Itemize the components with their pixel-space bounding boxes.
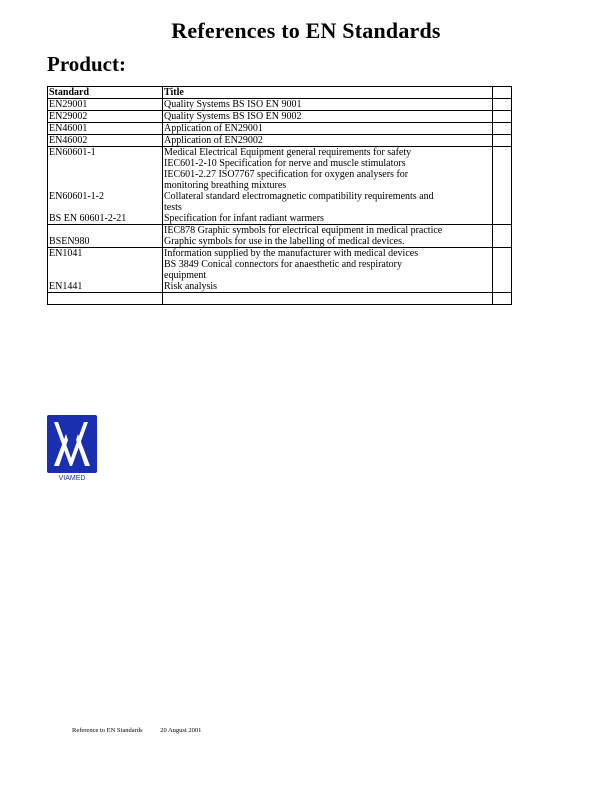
standard-line: [49, 293, 161, 304]
title-line: IEC878 Graphic symbols for electrical equipment in medical practice: [164, 225, 443, 236]
title-cell: [163, 135, 493, 147]
blank-cell: [493, 111, 512, 123]
title-line: Medical Electrical Equipment general requirements for safety: [164, 147, 412, 158]
standard-cell: [48, 147, 163, 225]
title-line: IEC601-2-10 Specification for nerve and muscle stimulators: [164, 158, 406, 169]
table-row: [48, 248, 512, 293]
title-line: BS 3849 Conical connectors for anaesthetic and respiratory: [164, 259, 402, 270]
title-cell: [163, 111, 493, 123]
table-header-row: [48, 87, 512, 99]
page-title: References to EN Standards: [171, 18, 441, 43]
title-line: [164, 293, 491, 304]
title-cell: [163, 225, 493, 248]
title-line: Quality Systems BS ISO EN 9001: [164, 99, 302, 110]
blank-cell: [493, 147, 512, 225]
table-row: [48, 135, 512, 147]
viamed-logo-icon: [46, 414, 98, 474]
footer-doc-name: Reference to EN Standards: [72, 727, 143, 734]
title-line: Specification for infant radiant warmers: [164, 213, 324, 224]
table-row: [48, 123, 512, 135]
standard-line: EN1041: [49, 248, 83, 259]
table-row: [48, 111, 512, 123]
table-row: [48, 99, 512, 111]
title-line: Collateral standard electromagnetic compatibility requirements and: [164, 191, 434, 202]
title-line: Quality Systems BS ISO EN 9002: [164, 111, 302, 122]
title-line: IEC601-2.27 ISO7767 specification for oxygen analysers for: [164, 169, 409, 180]
title-line: equipment: [164, 270, 207, 281]
blank-cell: [493, 293, 512, 305]
table-row: [48, 225, 512, 248]
standard-line: [49, 202, 161, 213]
standard-line: [49, 225, 161, 236]
title-cell: [163, 293, 493, 305]
title-line: Application of EN29002: [164, 135, 263, 146]
column-header-standard: Standard: [48, 87, 163, 99]
title-cell: [163, 248, 493, 293]
title-cell: [163, 147, 493, 225]
table-row: [48, 293, 512, 305]
standard-line: EN60601-1-2: [49, 191, 104, 202]
standard-line: BS EN 60601-2-21: [49, 213, 127, 224]
title-line: tests: [164, 202, 182, 213]
standard-line: EN46002: [49, 135, 88, 146]
standard-line: EN29002: [49, 111, 88, 122]
title-line: Application of EN29001: [164, 123, 263, 134]
page-footer: [72, 727, 217, 734]
standard-line: BSEN980: [49, 236, 90, 247]
standard-cell: [48, 99, 163, 111]
standard-cell: [48, 293, 163, 305]
standard-cell: [48, 111, 163, 123]
standard-line: EN1441: [49, 281, 83, 292]
table-row: [48, 147, 512, 225]
title-cell: [163, 123, 493, 135]
title-line: Information supplied by the manufacturer with medical devices: [164, 248, 419, 259]
blank-cell: [493, 248, 512, 293]
column-header-title: Title: [163, 87, 493, 99]
standard-line: EN29001: [49, 99, 88, 110]
column-header-blank: [493, 87, 512, 99]
title-line: Risk analysis: [164, 281, 218, 292]
footer-date: 20 August 2001: [160, 727, 202, 734]
standard-cell: [48, 225, 163, 248]
title-line: Graphic symbols for use in the labelling of medical devices.: [164, 236, 405, 247]
standard-line: EN46001: [49, 123, 88, 134]
standard-line: [49, 158, 161, 169]
standard-cell: [48, 123, 163, 135]
product-label: Product:: [47, 52, 126, 76]
standard-cell: [48, 248, 163, 293]
title-cell: [163, 99, 493, 111]
standard-line: [49, 270, 161, 281]
blank-cell: [493, 99, 512, 111]
blank-cell: [493, 123, 512, 135]
logo-text: VIAMED: [58, 475, 86, 482]
standard-line: [49, 180, 161, 191]
standard-line: [49, 259, 161, 270]
blank-cell: [493, 225, 512, 248]
standard-line: [49, 169, 161, 180]
blank-cell: [493, 135, 512, 147]
title-line: monitoring breathing mixtures: [164, 180, 287, 191]
standard-line: EN60601-1: [49, 147, 96, 158]
standard-cell: [48, 135, 163, 147]
standards-table: [47, 86, 512, 305]
